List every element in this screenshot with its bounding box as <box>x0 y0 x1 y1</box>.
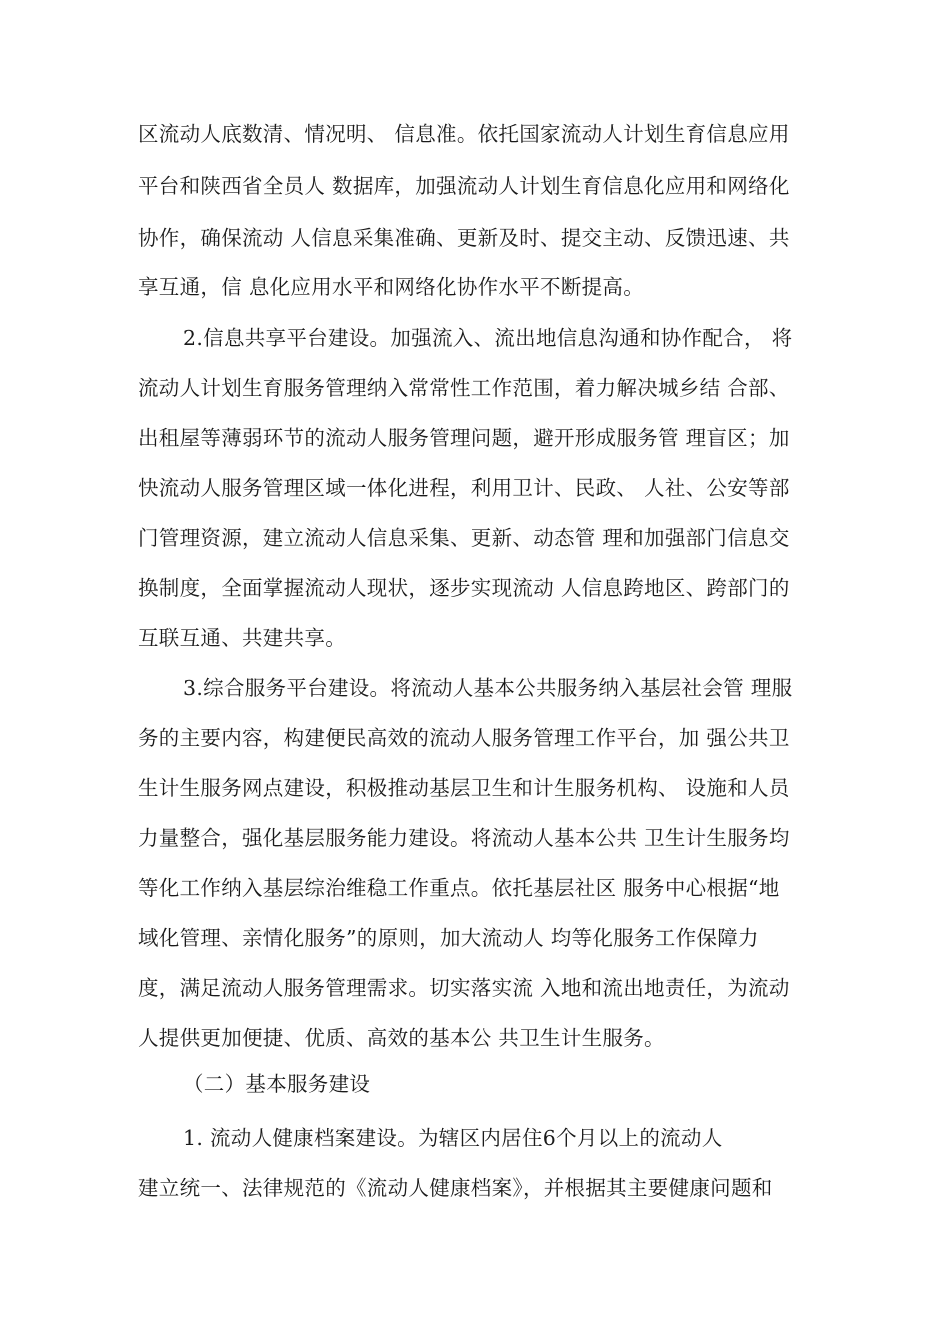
text-line: 域化管理、亲情化服务”的原则，加大流动人 均等化服务工作保障力 <box>138 926 759 950</box>
text-line: 快流动人服务管理区域一体化进程，利用卫计、民政、 人社、公安等部 <box>138 476 790 500</box>
text-line: 享互通，信 息化应用水平和网络化协作水平不断提高。 <box>138 275 645 299</box>
paragraph-start-line: 2.信息共享平台建设。加强流入、流出地信息沟通和协作配合， 将 <box>183 326 793 350</box>
text-line: 协作，确保流动 人信息采集准确、更新及时、提交主动、反馈迅速、共 <box>138 226 790 250</box>
text-line: 务的主要内容，构建便民高效的流动人服务管理工作平台，加 强公共卫 <box>138 726 790 750</box>
text-line: 平台和陕西省全员人 数据库，加强流动人计划生育信息化应用和网络化 <box>138 174 790 198</box>
text-line: 等化工作纳入基层综治维稳工作重点。依托基层社区 服务中心根据“地 <box>138 876 780 900</box>
text-line: 人提供更加便捷、优质、高效的基本公 共卫生计生服务。 <box>138 1026 665 1050</box>
section-heading: （二）基本服务建设 <box>183 1072 371 1096</box>
text-line: 区流动人底数清、情况明、 信息准。依托国家流动人计划生育信息应用 <box>138 122 790 146</box>
text-line: 换制度，全面掌握流动人现状，逐步实现流动 人信息跨地区、跨部门的 <box>138 576 790 600</box>
text-line: 流动人计划生育服务管理纳入常常性工作范围，着力解决城乡结 合部、 <box>138 376 790 400</box>
paragraph-start-line: 3.综合服务平台建设。将流动人基本公共服务纳入基层社会管 理服 <box>183 676 793 700</box>
text-line: 力量整合，强化基层服务能力建设。将流动人基本公共 卫生计生服务均 <box>138 826 790 850</box>
paragraph-start-line: 1. 流动人健康档案建设。为辖区内居住6个月以上的流动人 <box>183 1126 723 1150</box>
text-line: 互联互通、共建共享。 <box>138 626 346 650</box>
text-line: 出租屋等薄弱环节的流动人服务管理问题，避开形成服务管 理盲区；加 <box>138 426 790 450</box>
text-line: 门管理资源，建立流动人信息采集、更新、动态管 理和加强部门信息交 <box>138 526 790 550</box>
text-line: 生计生服务网点建设，积极推动基层卫生和计生服务机构、 设施和人员 <box>138 776 790 800</box>
text-line: 建立统一、法律规范的《流动人健康档案》，并根据其主要健康问题和 <box>138 1176 773 1200</box>
text-line: 度，满足流动人服务管理需求。切实落实流 入地和流出地责任，为流动 <box>138 976 790 1000</box>
